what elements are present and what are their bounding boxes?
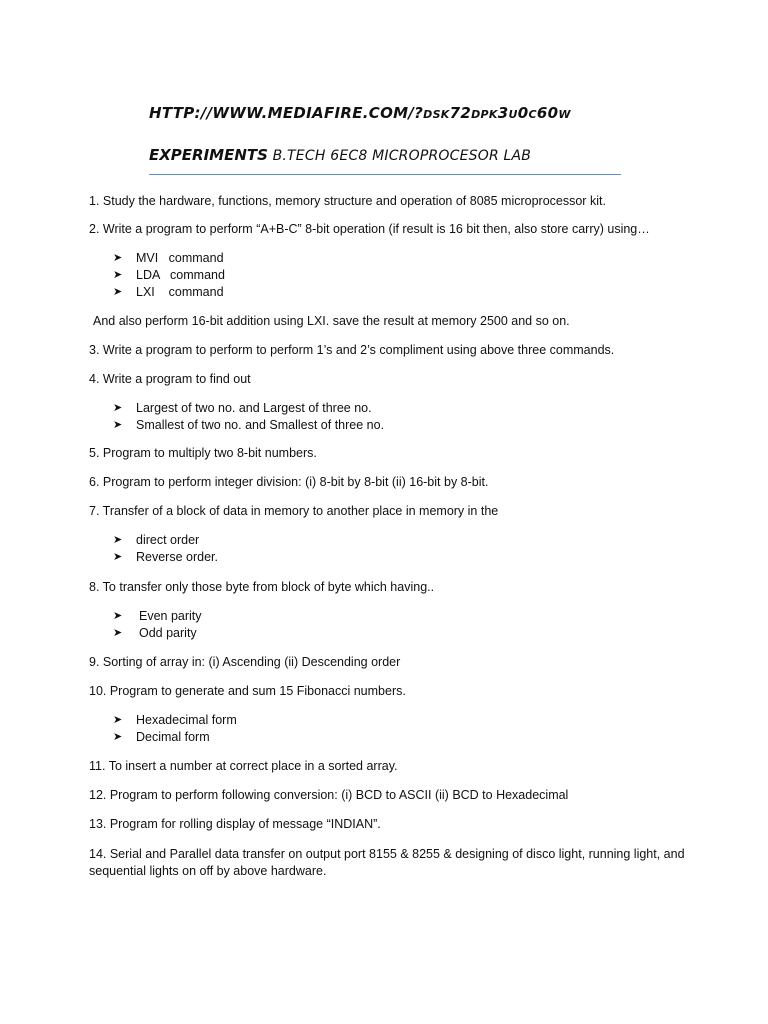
arrow-bullet-icon: ➤ — [113, 627, 123, 639]
experiment-item: 9. Sorting of array in: (i) Ascending (ii) Descending order — [89, 655, 401, 669]
experiment-item: 2. Write a program to perform “A+B-C” 8-bit operation (if result is 16 bit then, also store carry) using… — [89, 222, 650, 236]
list-item: ➤ Smallest of two no. and Smallest of three no. — [113, 418, 385, 432]
list-item: ➤ Reverse order. — [113, 550, 218, 564]
experiment-item: 8. To transfer only those byte from block of byte which having.. — [89, 580, 435, 594]
arrow-bullet-icon: ➤ — [113, 269, 123, 281]
parity-list — [113, 608, 202, 642]
list-item: ➤ LDA command — [113, 268, 225, 282]
experiment-item: 5. Program to multiply two 8-bit numbers. — [89, 446, 317, 460]
arrow-bullet-icon: ➤ — [113, 252, 123, 264]
list-item: ➤ Decimal form — [113, 730, 210, 744]
experiment-item: 13. Program for rolling display of message “INDIAN”. — [89, 817, 381, 831]
experiment-item: 14. Serial and Parallel data transfer on output port 8155 & 8255 & designing of disco light, running light, and sequential lights on off by above hardware. — [89, 847, 685, 878]
find-list — [113, 400, 384, 434]
list-item: ➤ MVI command — [113, 251, 224, 265]
list-item: ➤ Hexadecimal form — [113, 713, 237, 727]
page-title: EXPERIMENTS B.TECH 6EC8 MICROPROCESOR LAB — [149, 146, 621, 175]
list-item: ➤ Even parity — [113, 609, 202, 623]
arrow-bullet-icon: ➤ — [113, 286, 123, 298]
arrow-bullet-icon: ➤ — [113, 402, 123, 414]
list-item: ➤ Largest of two no. and Largest of three no. — [113, 401, 372, 415]
arrow-bullet-icon: ➤ — [113, 534, 123, 546]
experiment-item: 11. To insert a number at correct place in a sorted array. — [89, 759, 398, 773]
list-item: ➤ LXI command — [113, 285, 224, 299]
forms-list — [113, 712, 237, 746]
experiment-item: And also perform 16-bit addition using LXI. save the result at memory 2500 and so on. — [93, 314, 570, 328]
order-list — [113, 532, 218, 566]
command-list — [113, 250, 225, 301]
arrow-bullet-icon: ➤ — [113, 731, 123, 743]
list-item: ➤ Odd parity — [113, 626, 197, 640]
arrow-bullet-icon: ➤ — [113, 610, 123, 622]
list-item: ➤ direct order — [113, 533, 200, 547]
arrow-bullet-icon: ➤ — [113, 419, 123, 431]
experiment-item: 12. Program to perform following conversion: (i) BCD to ASCII (ii) BCD to Hexadecimal — [89, 788, 569, 802]
arrow-bullet-icon: ➤ — [113, 714, 123, 726]
experiment-item: 7. Transfer of a block of data in memory to another place in memory in the — [89, 504, 499, 518]
mediafire-link[interactable]: HTTP://WWW.MEDIAFIRE.COM/?DSK72DPK3U0C60W — [149, 104, 571, 122]
experiment-item: 10. Program to generate and sum 15 Fibonacci numbers. — [89, 684, 406, 698]
experiment-item: 4. Write a program to find out — [89, 372, 251, 386]
experiment-item: 6. Program to perform integer division: (i) 8-bit by 8-bit (ii) 16-bit by 8-bit. — [89, 475, 489, 489]
experiment-item: 3. Write a program to perform to perform 1’s and 2’s compliment using above three commands. — [89, 343, 615, 357]
experiment-item: 1. Study the hardware, functions, memory structure and operation of 8085 microprocessor kit. — [89, 194, 606, 208]
arrow-bullet-icon: ➤ — [113, 551, 123, 563]
